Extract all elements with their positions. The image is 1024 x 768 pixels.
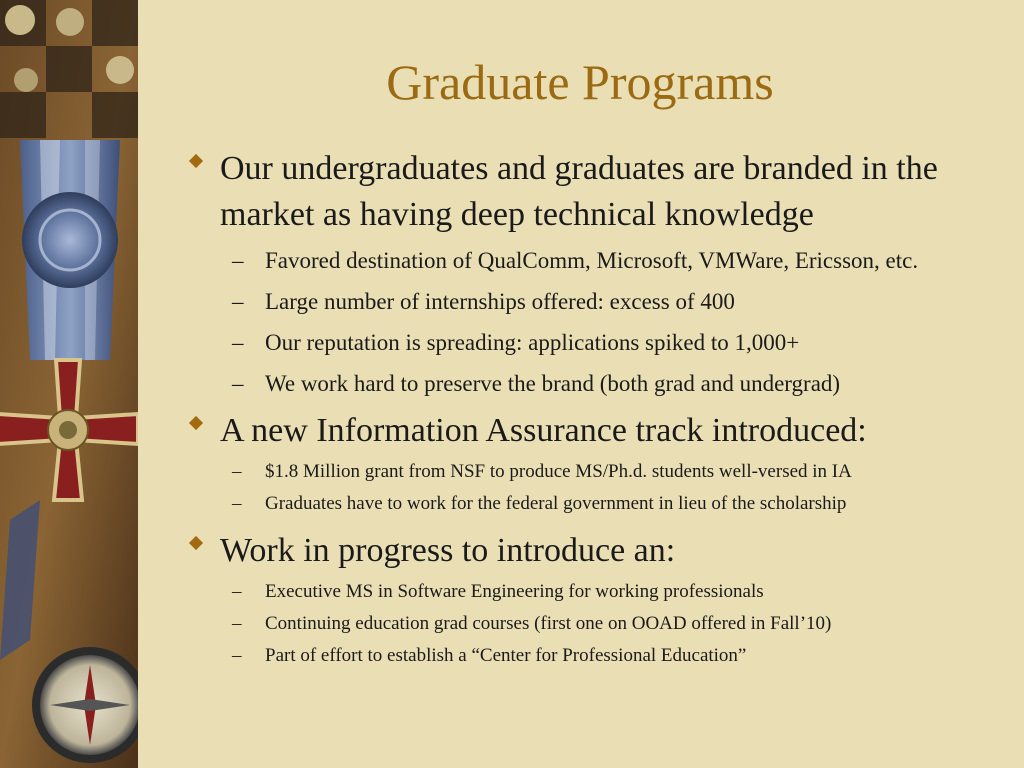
dash-bullet-icon: – xyxy=(232,289,244,314)
sub-bullet-item xyxy=(185,640,1015,672)
dash-bullet-icon: – xyxy=(232,645,242,666)
sub-bullet-item xyxy=(185,456,1015,488)
bullet-item xyxy=(185,528,1015,574)
dash-bullet-icon: – xyxy=(232,330,244,355)
dash-bullet-icon: – xyxy=(232,461,242,482)
sub-bullet-item xyxy=(185,244,1015,277)
sub-bullet-item xyxy=(185,285,1015,318)
sub-bullet-text: We work hard to preserve the brand (both grad and undergrad) xyxy=(265,371,841,396)
bullet-text: Our undergraduates and graduates are branded in the market as having deep technical knowledge xyxy=(220,150,938,233)
slide-title: Graduate Programs xyxy=(386,54,774,110)
sub-bullet-item xyxy=(185,326,1015,359)
bullet-item xyxy=(185,146,1015,238)
sub-bullet-item xyxy=(185,488,1015,520)
sub-bullet-text: $1.8 Million grant from NSF to produce MS/Ph.d. students well-versed in IA xyxy=(265,461,852,482)
sub-bullet-item xyxy=(185,576,1015,608)
sub-bullet-text: Favored destination of QualComm, Microsoft, VMWare, Ericsson, etc. xyxy=(265,248,919,273)
sub-bullet-item xyxy=(185,608,1015,640)
sub-bullet-text: Part of effort to establish a “Center for Professional Education” xyxy=(265,645,747,666)
dash-bullet-icon: – xyxy=(232,248,244,273)
sub-bullet-text: Large number of internships offered: excess of 400 xyxy=(265,289,735,314)
bullet-text: A new Information Assurance track introduced: xyxy=(220,412,867,449)
bullet-item xyxy=(185,408,1015,454)
decorative-sidebar-image xyxy=(0,0,138,768)
sub-bullet-text: Graduates have to work for the federal government in lieu of the scholarship xyxy=(265,493,847,514)
diamond-bullet-icon xyxy=(189,416,203,430)
dash-bullet-icon: – xyxy=(232,371,244,396)
diamond-bullet-icon xyxy=(189,154,203,168)
dash-bullet-icon: – xyxy=(232,493,242,514)
sub-bullet-item xyxy=(185,367,1015,400)
sub-bullet-text: Continuing education grad courses (first one on OOAD offered in Fall’10) xyxy=(265,613,832,634)
slide-content xyxy=(185,146,1015,672)
dash-bullet-icon: – xyxy=(232,613,242,634)
sub-bullet-text: Executive MS in Software Engineering for working professionals xyxy=(265,581,764,602)
bullet-text: Work in progress to introduce an: xyxy=(220,532,676,569)
diamond-bullet-icon xyxy=(189,536,203,550)
sub-bullet-text: Our reputation is spreading: applications spiked to 1,000+ xyxy=(265,330,800,355)
dash-bullet-icon: – xyxy=(232,581,242,602)
